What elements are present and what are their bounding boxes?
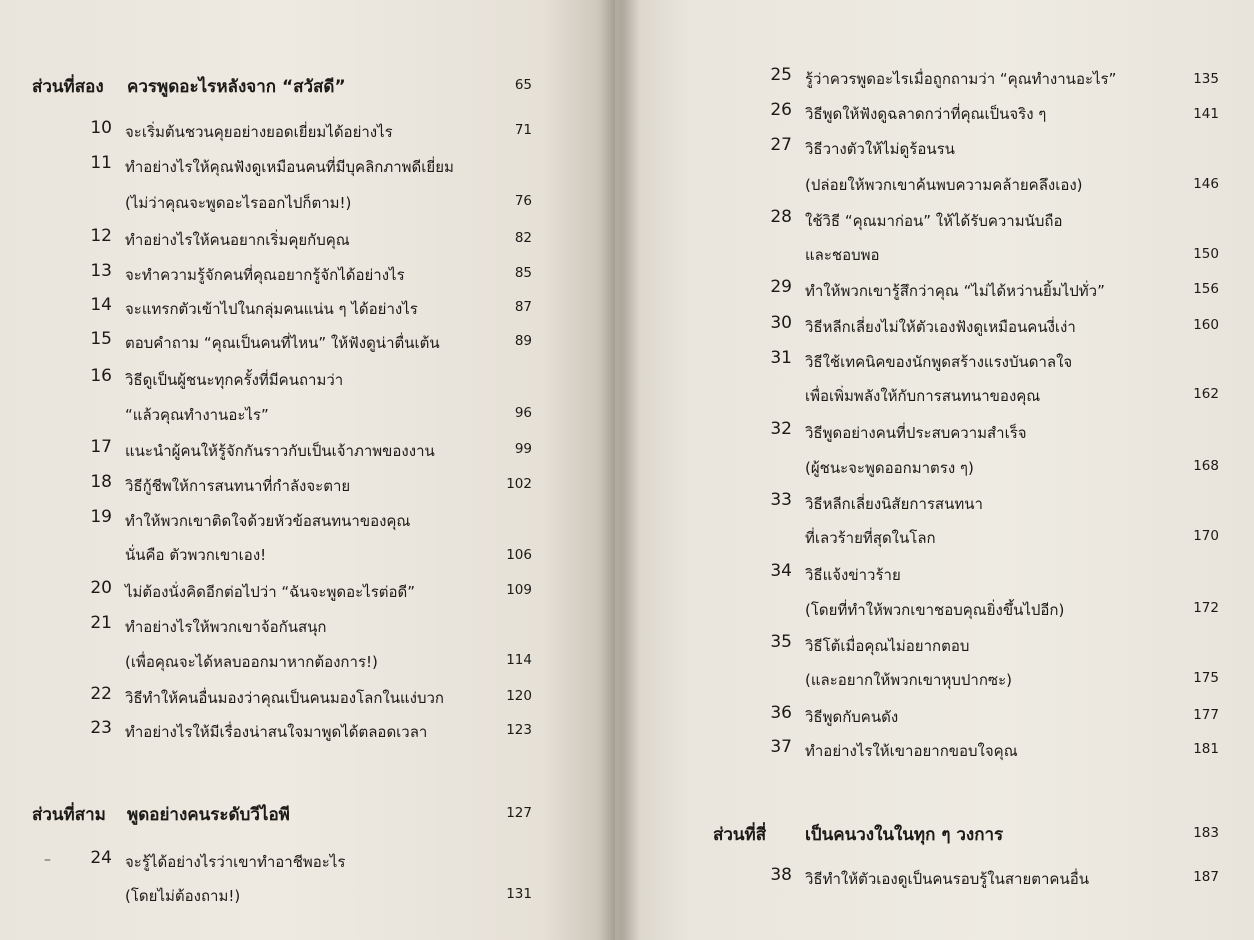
page-number: 89 xyxy=(514,333,532,349)
chapter-title: จะทำความรู้จักคนที่คุณอยากรู้จักได้อย่างไร xyxy=(125,266,405,284)
chapter-subtitle: (และอยากให้พวกเขาหุบปากซะ) xyxy=(805,671,1013,689)
chapter-title: วิธีหลีกเลี่ยงนิสัยการสนทนา xyxy=(805,495,983,513)
chapter-title: วิธีทำให้ตัวเองดูเป็นคนรอบรู้ในสายตาคนอื่น xyxy=(805,870,1089,888)
chapter-number: 20 xyxy=(90,578,112,598)
page-number: 181 xyxy=(1193,741,1219,757)
chapter-number: 35 xyxy=(770,632,792,652)
page-number: 156 xyxy=(1193,281,1219,297)
chapter-subtitle: (โดยไม่ต้องถาม!) xyxy=(125,887,241,905)
chapter-number: 31 xyxy=(770,348,792,368)
section-label: ส่วนที่สาม xyxy=(32,805,106,825)
section-title: พูดอย่างคนระดับวีไอพี xyxy=(127,805,290,825)
chapter-number: 25 xyxy=(770,65,792,85)
chapter-title: ทำอย่างไรให้คุณฟังดูเหมือนคนที่มีบุคลิกภาพดีเยี่ยม xyxy=(125,158,454,176)
chapter-number: 16 xyxy=(90,366,112,386)
margin-mark: – xyxy=(44,852,51,868)
chapter-number: 30 xyxy=(770,313,792,333)
chapter-title: จะรู้ได้อย่างไรว่าเขาทำอาชีพอะไร xyxy=(125,853,346,871)
chapter-number: 37 xyxy=(770,737,792,757)
chapter-number: 36 xyxy=(770,703,792,723)
chapter-title: ทำอย่างไรให้มีเรื่องน่าสนใจมาพูดได้ตลอดเวลา xyxy=(125,723,428,741)
chapter-subtitle: ที่เลวร้ายที่สุดในโลก xyxy=(805,529,936,547)
page-number: 65 xyxy=(514,77,532,93)
chapter-title: ใช้วิธี “คุณมาก่อน” ให้ได้รับความนับถือ xyxy=(805,212,1063,230)
page-number: 131 xyxy=(506,886,532,902)
chapter-number: 10 xyxy=(90,118,112,138)
chapter-subtitle: “แล้วคุณทำงานอะไร” xyxy=(125,406,269,424)
chapter-title: ทำอย่างไรให้พวกเขาจ้อกันสนุก xyxy=(125,618,327,636)
chapter-title: วิธีพูดให้ฟังดูฉลาดกว่าที่คุณเป็นจริง ๆ xyxy=(805,105,1047,123)
chapter-number: 27 xyxy=(770,135,792,155)
page-number: 150 xyxy=(1193,246,1219,262)
chapter-title: วิธีโต้เมื่อคุณไม่อยากตอบ xyxy=(805,637,970,655)
page-number: 135 xyxy=(1193,71,1219,87)
chapter-number: 19 xyxy=(90,507,112,527)
chapter-number: 14 xyxy=(90,295,112,315)
chapter-title: วิธีทำให้คนอื่นมองว่าคุณเป็นคนมองโลกในแง่บวก xyxy=(125,689,445,707)
page-number: 183 xyxy=(1193,825,1219,841)
page-number: 99 xyxy=(514,441,532,457)
left-page xyxy=(0,0,615,940)
page-number: 172 xyxy=(1193,600,1219,616)
chapter-title: วิธีดูเป็นผู้ชนะทุกครั้งที่มีคนถามว่า xyxy=(125,371,344,389)
section-title: ควรพูดอะไรหลังจาก “สวัสดี” xyxy=(127,77,346,97)
chapter-number: 24 xyxy=(90,848,112,868)
page-number: 146 xyxy=(1193,176,1219,192)
page-number: 187 xyxy=(1193,869,1219,885)
chapter-number: 17 xyxy=(90,437,112,457)
page-number: 170 xyxy=(1193,528,1219,544)
right-page xyxy=(615,0,1254,940)
chapter-number: 23 xyxy=(90,718,112,738)
chapter-number: 29 xyxy=(770,277,792,297)
page-number: 85 xyxy=(514,265,532,281)
chapter-number: 22 xyxy=(90,684,112,704)
chapter-number: 21 xyxy=(90,613,112,633)
chapter-title: รู้ว่าควรพูดอะไรเมื่อถูกถามว่า “คุณทำงานอะไร” xyxy=(805,70,1117,88)
chapter-subtitle: (เพื่อคุณจะได้หลบออกมาหากต้องการ!) xyxy=(125,653,378,671)
chapter-subtitle: และชอบพอ xyxy=(805,246,880,264)
page-number: 162 xyxy=(1193,386,1219,402)
section-label: ส่วนที่สี่ xyxy=(713,825,767,845)
chapter-title: วิธีพูดกับคนดัง xyxy=(805,708,899,726)
section-label: ส่วนที่สอง xyxy=(32,77,104,97)
chapter-title: แนะนำผู้คนให้รู้จักกันราวกับเป็นเจ้าภาพของงาน xyxy=(125,442,435,460)
chapter-title: ทำอย่างไรให้คนอยากเริ่มคุยกับคุณ xyxy=(125,231,350,249)
chapter-subtitle: เพื่อเพิ่มพลังให้กับการสนทนาของคุณ xyxy=(805,387,1041,405)
chapter-title: วิธีวางตัวให้ไม่ดูร้อนรน xyxy=(805,140,955,158)
chapter-number: 26 xyxy=(770,100,792,120)
page-number: 96 xyxy=(514,405,532,421)
chapter-number: 11 xyxy=(90,153,112,173)
chapter-title: ตอบคำถาม “คุณเป็นคนที่ไหน” ให้ฟังดูน่าตื่นเต้น xyxy=(125,334,440,352)
chapter-title: ทำให้พวกเขารู้สึกว่าคุณ “ไม่ได้หว่านยิ้มไปทั่ว” xyxy=(805,282,1105,300)
chapter-number: 12 xyxy=(90,226,112,246)
page-number: 114 xyxy=(506,652,532,668)
chapter-subtitle: นั่นคือ ตัวพวกเขาเอง! xyxy=(125,546,267,564)
page-number: 87 xyxy=(514,299,532,315)
page-number: 120 xyxy=(506,688,532,704)
chapter-number: 28 xyxy=(770,207,792,227)
page-number: 71 xyxy=(514,122,532,138)
chapter-title: จะเริ่มต้นชวนคุยอย่างยอดเยี่ยมได้อย่างไร xyxy=(125,123,393,141)
page-number: 76 xyxy=(514,193,532,209)
chapter-subtitle: (โดยที่ทำให้พวกเขาชอบคุณยิ่งขึ้นไปอีก) xyxy=(805,601,1065,619)
page-number: 175 xyxy=(1193,670,1219,686)
chapter-number: 18 xyxy=(90,472,112,492)
chapter-title: วิธีหลีกเลี่ยงไม่ให้ตัวเองฟังดูเหมือนคนงี่เง่า xyxy=(805,318,1076,336)
chapter-title: ไม่ต้องนั่งคิดอีกต่อไปว่า “ฉันจะพูดอะไรต่อดี” xyxy=(125,583,416,601)
chapter-number: 34 xyxy=(770,561,792,581)
page-number: 106 xyxy=(506,547,532,563)
chapter-number: 33 xyxy=(770,490,792,510)
page-number: 141 xyxy=(1193,106,1219,122)
chapter-title: จะแทรกตัวเข้าไปในกลุ่มคนแน่น ๆ ได้อย่างไร xyxy=(125,300,418,318)
chapter-title: ทำอย่างไรให้เขาอยากขอบใจคุณ xyxy=(805,742,1018,760)
chapter-title: วิธีแจ้งข่าวร้าย xyxy=(805,566,901,584)
chapter-number: 13 xyxy=(90,261,112,281)
section-title: เป็นคนวงในในทุก ๆ วงการ xyxy=(805,825,1004,845)
page-number: 123 xyxy=(506,722,532,738)
page-number: 109 xyxy=(506,582,532,598)
chapter-number: 38 xyxy=(770,865,792,885)
chapter-subtitle: (ผู้ชนะจะพูดออกมาตรง ๆ) xyxy=(805,459,974,477)
chapter-number: 32 xyxy=(770,419,792,439)
chapter-title: ทำให้พวกเขาติดใจด้วยหัวข้อสนทนาของคุณ xyxy=(125,512,411,530)
chapter-title: วิธีพูดอย่างคนที่ประสบความสำเร็จ xyxy=(805,424,1027,442)
page-number: 102 xyxy=(506,476,532,492)
page-number: 127 xyxy=(506,805,532,821)
chapter-subtitle: (ปล่อยให้พวกเขาค้นพบความคล้ายคลึงเอง) xyxy=(805,176,1083,194)
page-number: 168 xyxy=(1193,458,1219,474)
page-number: 82 xyxy=(514,230,532,246)
chapter-title: วิธีกู้ชีพให้การสนทนาที่กำลังจะตาย xyxy=(125,477,351,495)
chapter-subtitle: (ไม่ว่าคุณจะพูดอะไรออกไปก็ตาม!) xyxy=(125,194,352,212)
page-number: 160 xyxy=(1193,317,1219,333)
chapter-title: วิธีใช้เทคนิคของนักพูดสร้างแรงบันดาลใจ xyxy=(805,353,1073,371)
page-number: 177 xyxy=(1193,707,1219,723)
chapter-number: 15 xyxy=(90,329,112,349)
